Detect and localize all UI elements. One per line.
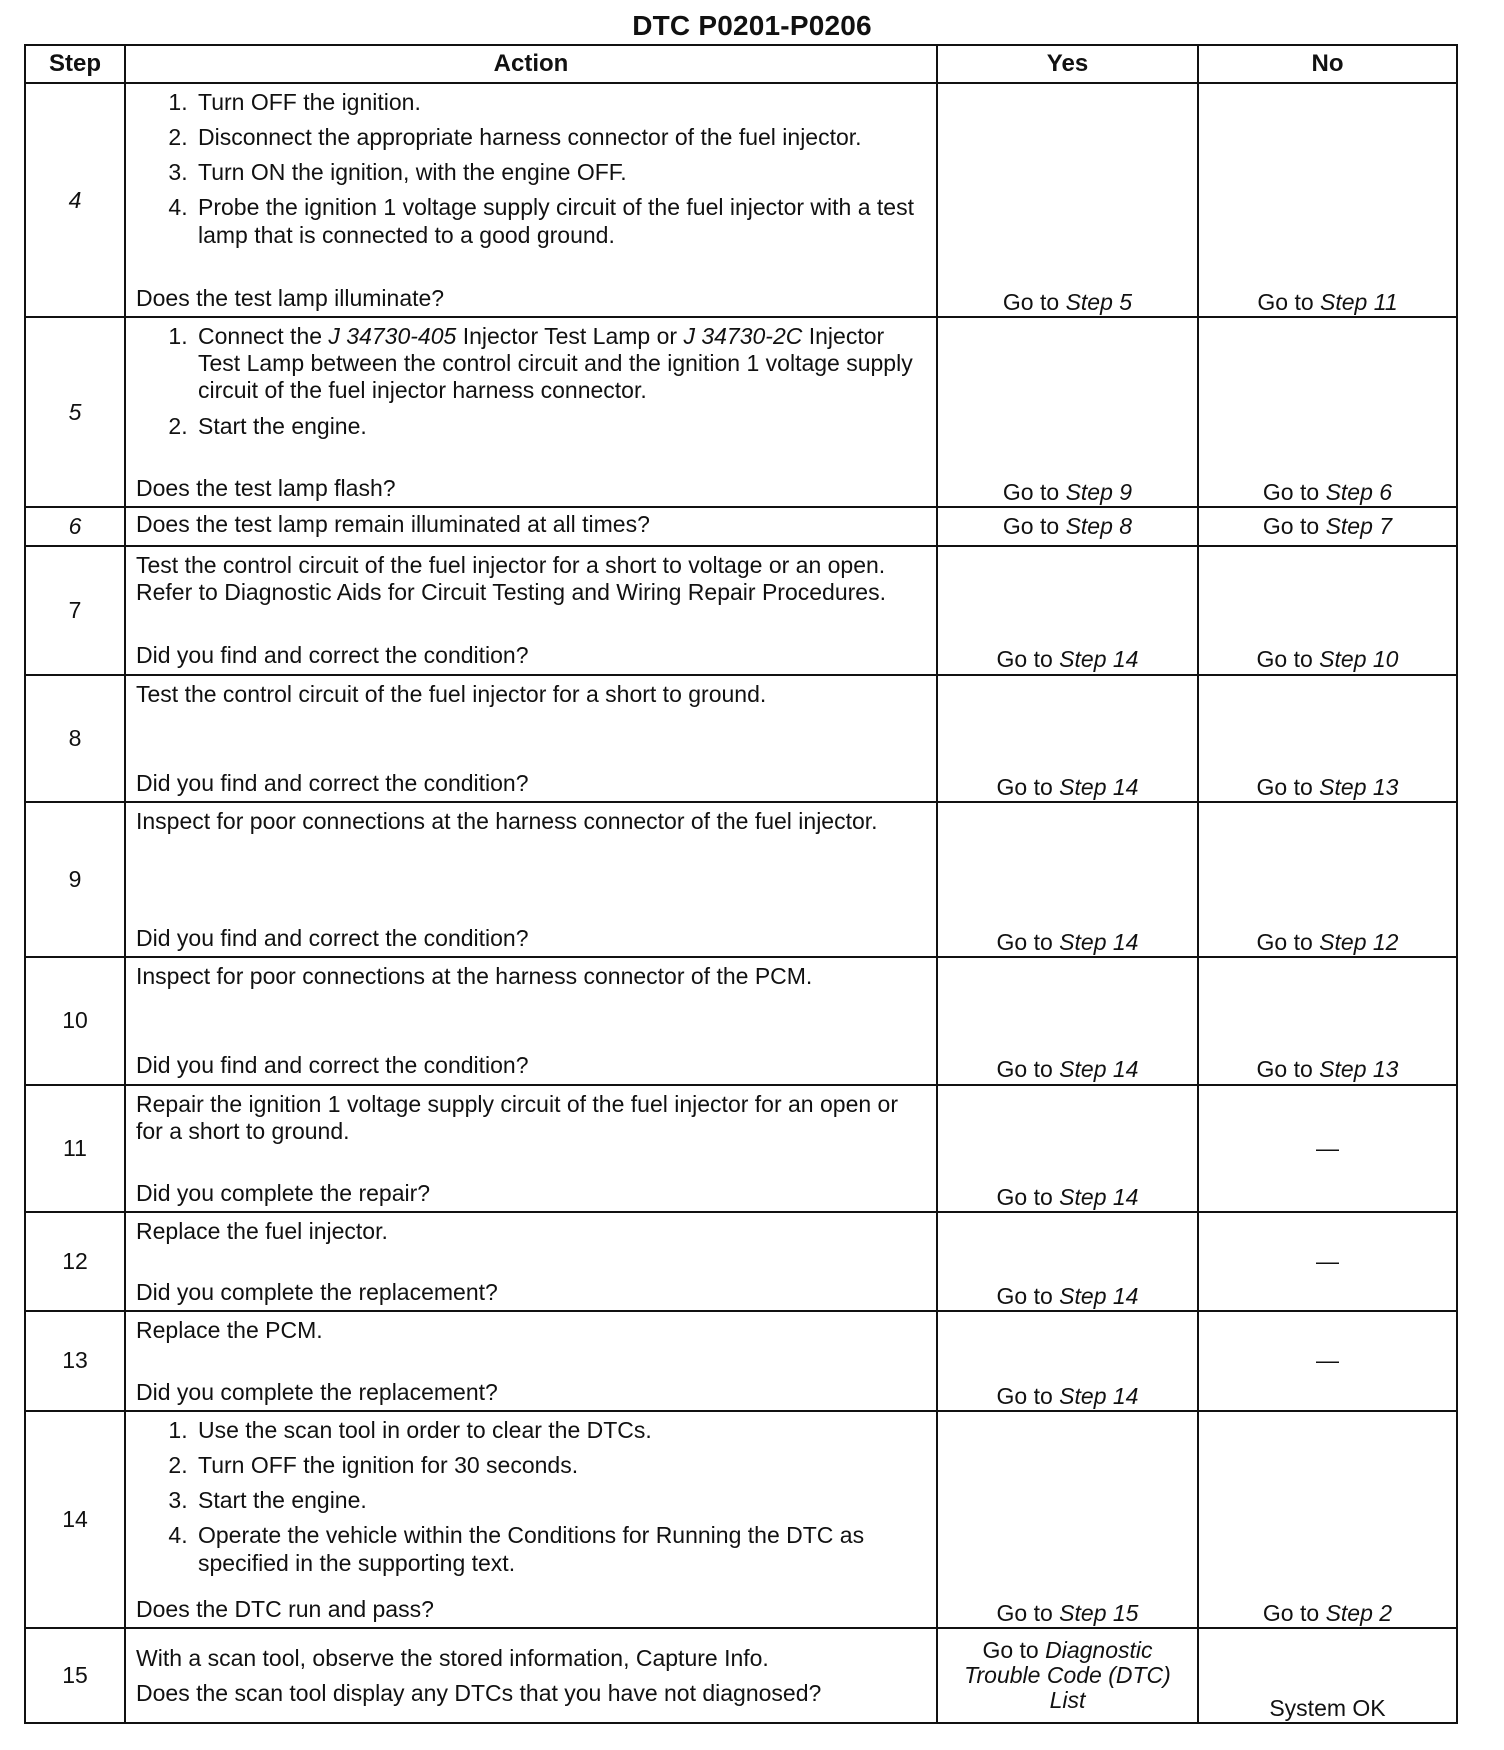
- step-reference: Step 14: [1059, 773, 1139, 800]
- action-question: Did you find and correct the condition?: [136, 769, 529, 796]
- table-header-row: [25, 45, 1457, 83]
- step-reference: Step 7: [1325, 513, 1393, 540]
- action-text: Test the control circuit of the fuel injector for a short to voltage or an open. Refer to Diagnostic Aids for Circuit Testing and Wiring Repair Procedures.: [136, 551, 886, 606]
- list-reference: Diagnostic Trouble Code (DTC) List: [964, 1636, 1171, 1714]
- column-header-yes: Yes: [937, 45, 1198, 83]
- action-question: Does the DTC run and pass?: [136, 1596, 434, 1623]
- step-number: 9: [25, 802, 125, 957]
- yes-cell: Go to Step 14: [937, 802, 1198, 957]
- not-applicable-dash: —: [1316, 1247, 1339, 1274]
- no-cell: Go to Step 13: [1198, 957, 1457, 1085]
- table-row: [25, 507, 1457, 546]
- no-cell: [1198, 1628, 1457, 1723]
- step-number: 11: [25, 1085, 125, 1213]
- not-applicable-dash: —: [1316, 1134, 1339, 1161]
- action-step-item: 1. Connect the J 34730-405 Injector Test Lamp or J 34730-2C Injector Test Lamp between the control circuit and the ignition 1 voltage supply circuit of the fuel injector harness connector.: [194, 323, 926, 404]
- no-cell: Go to Step 6: [1198, 317, 1457, 507]
- step-reference: Step 11: [1320, 289, 1398, 316]
- column-header-no: No: [1198, 45, 1457, 83]
- step-reference: Step 5: [1065, 289, 1133, 316]
- action-text: Replace the PCM.: [136, 1316, 323, 1343]
- diagnostic-table: [24, 44, 1458, 1724]
- action-text: Inspect for poor connections at the harness connector of the PCM.: [136, 963, 813, 990]
- step-reference: Step 14: [1059, 928, 1139, 955]
- action-cell: [125, 1212, 937, 1311]
- action-step-item: 1. Use the scan tool in order to clear the DTCs.: [194, 1417, 926, 1444]
- step-reference: Step 14: [1059, 1282, 1139, 1309]
- action-question: Does the scan tool display any DTCs that you have not diagnosed?: [136, 1680, 822, 1707]
- action-cell: [125, 507, 937, 546]
- yes-cell: Go to Step 14: [937, 957, 1198, 1085]
- step-number: 7: [25, 546, 125, 675]
- action-text: Replace the fuel injector.: [136, 1218, 388, 1245]
- yes-cell: Go to Step 8: [937, 507, 1198, 546]
- action-steps: [136, 1417, 926, 1577]
- table-row: [25, 546, 1457, 675]
- step-reference: Step 10: [1319, 646, 1399, 673]
- step-number: 8: [25, 675, 125, 803]
- step-reference: Step 6: [1325, 479, 1393, 506]
- step-reference: Step 13: [1319, 773, 1399, 800]
- not-applicable-dash: —: [1316, 1347, 1339, 1374]
- step-reference: Step 8: [1065, 513, 1133, 540]
- action-question: Did you find and correct the condition?: [136, 1052, 529, 1079]
- step-number: 12: [25, 1212, 125, 1311]
- no-cell: Go to Step 11: [1198, 83, 1457, 317]
- step-reference: Step 14: [1059, 1056, 1139, 1083]
- action-question: Does the test lamp flash?: [136, 475, 396, 502]
- system-ok-text: System OK: [1269, 1694, 1386, 1721]
- yes-cell: Go to Step 15: [937, 1411, 1198, 1628]
- yes-cell: Go to Diagnostic Trouble Code (DTC) List: [937, 1628, 1198, 1723]
- action-cell: [125, 546, 937, 675]
- action-step-item: 2. Disconnect the appropriate harness connector of the fuel injector.: [194, 124, 926, 151]
- table-row: [25, 802, 1457, 957]
- yes-cell: Go to Step 9: [937, 317, 1198, 507]
- step-number: 10: [25, 957, 125, 1085]
- action-cell: [125, 1411, 937, 1628]
- table-row: [25, 1311, 1457, 1411]
- table-row: [25, 957, 1457, 1085]
- step-reference: Step 14: [1059, 646, 1139, 673]
- action-text: Repair the ignition 1 voltage supply circuit of the fuel injector for an open or for a short to ground.: [136, 1090, 898, 1144]
- step-number: 14: [25, 1411, 125, 1628]
- step-reference: Step 12: [1319, 928, 1399, 955]
- action-cell: [125, 675, 937, 803]
- action-question: Does the test lamp illuminate?: [136, 285, 445, 312]
- action-cell: [125, 1628, 937, 1723]
- step-number: 5: [25, 317, 125, 507]
- action-text: Inspect for poor connections at the harness connector of the fuel injector.: [136, 808, 878, 835]
- table-row: [25, 1411, 1457, 1628]
- table-row: [25, 1212, 1457, 1311]
- table-row: [25, 317, 1457, 507]
- yes-cell: Go to Step 14: [937, 546, 1198, 675]
- action-cell: [125, 317, 937, 507]
- no-cell: [1198, 1085, 1457, 1213]
- tool-reference: J 34730-405: [328, 323, 457, 350]
- table-row: [25, 1628, 1457, 1723]
- table-row: [25, 1085, 1457, 1213]
- yes-cell: Go to Step 14: [937, 1085, 1198, 1213]
- step-reference: Step 9: [1065, 479, 1133, 506]
- step-number: 15: [25, 1628, 125, 1723]
- action-step-item: 4. Probe the ignition 1 voltage supply circuit of the fuel injector with a test lamp that is connected to a good ground.: [194, 194, 926, 248]
- action-question: Did you find and correct the condition?: [136, 924, 529, 951]
- action-steps: [136, 89, 926, 249]
- yes-cell: Go to Step 14: [937, 1311, 1198, 1411]
- step-reference: Step 14: [1059, 1183, 1139, 1210]
- action-step-item: 1. Turn OFF the ignition.: [194, 89, 926, 116]
- page-title: DTC P0201-P0206: [632, 10, 872, 41]
- no-cell: Go to Step 7: [1198, 507, 1457, 546]
- table-row: [25, 675, 1457, 803]
- action-step-item: 3. Start the engine.: [194, 1487, 926, 1514]
- action-step-item: 2. Turn OFF the ignition for 30 seconds.: [194, 1452, 926, 1479]
- action-question: Does the test lamp remain illuminated at all times?: [136, 511, 650, 538]
- action-cell: [125, 83, 937, 317]
- no-cell: Go to Step 12: [1198, 802, 1457, 957]
- action-step-item: 2. Start the engine.: [194, 413, 926, 440]
- yes-cell: Go to Step 14: [937, 675, 1198, 803]
- step-reference: Step 15: [1059, 1600, 1139, 1627]
- action-question: Did you complete the replacement?: [136, 1378, 498, 1405]
- action-steps: [136, 323, 926, 440]
- yes-cell: Go to Step 14: [937, 1212, 1198, 1311]
- no-cell: [1198, 1212, 1457, 1311]
- action-cell: [125, 1085, 937, 1213]
- step-number: 6: [25, 507, 125, 546]
- table-row: [25, 83, 1457, 317]
- action-cell: [125, 957, 937, 1085]
- column-header-step: Step: [25, 45, 125, 83]
- yes-cell: Go to Step 5: [937, 83, 1198, 317]
- action-question: Did you find and correct the condition?: [136, 642, 529, 669]
- action-step-item: 3. Turn ON the ignition, with the engine OFF.: [194, 159, 926, 186]
- no-cell: [1198, 1311, 1457, 1411]
- action-question: Did you complete the replacement?: [136, 1278, 498, 1305]
- action-step-item: 4. Operate the vehicle within the Conditions for Running the DTC as specified in the supporting text.: [194, 1522, 926, 1576]
- step-number: 13: [25, 1311, 125, 1411]
- action-text: With a scan tool, observe the stored information, Capture Info.: [136, 1645, 769, 1672]
- no-cell: Go to Step 2: [1198, 1411, 1457, 1628]
- action-question: Did you complete the repair?: [136, 1179, 431, 1206]
- step-reference: Step 2: [1325, 1600, 1393, 1627]
- action-text: Test the control circuit of the fuel injector for a short to ground.: [136, 680, 767, 707]
- tool-reference: J 34730-2C: [683, 323, 803, 350]
- action-cell: [125, 802, 937, 957]
- no-cell: Go to Step 13: [1198, 675, 1457, 803]
- action-cell: [125, 1311, 937, 1411]
- column-header-action: Action: [125, 45, 937, 83]
- step-reference: Step 13: [1319, 1056, 1399, 1083]
- step-reference: Step 14: [1059, 1382, 1139, 1409]
- no-cell: Go to Step 10: [1198, 546, 1457, 675]
- step-number: 4: [25, 83, 125, 317]
